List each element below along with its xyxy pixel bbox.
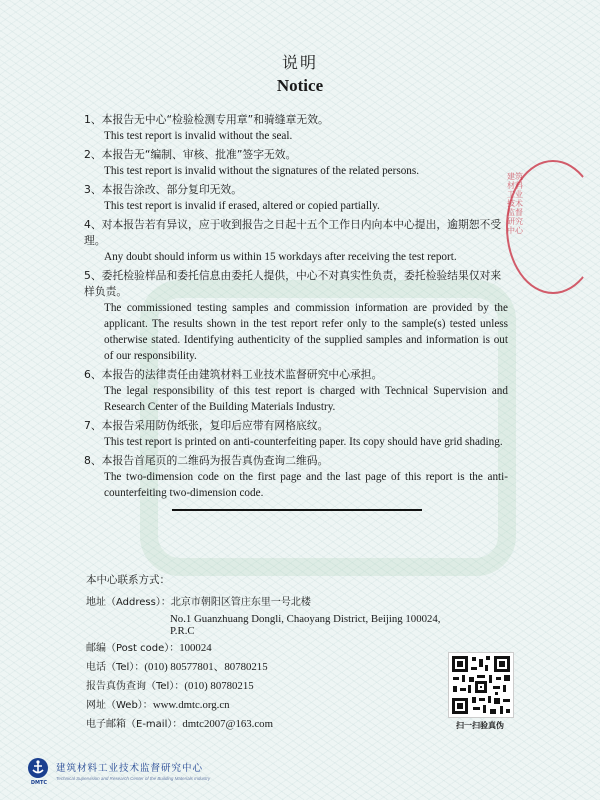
notice-item	[84, 112, 508, 144]
address-row	[86, 595, 466, 610]
email-link[interactable]: dmtc2007@163.com	[182, 718, 273, 730]
qr-code[interactable]	[448, 652, 514, 718]
notice-item-en: This test report is invalid without the signatures of the related persons.	[104, 165, 420, 177]
notice-item-cn: 3、本报告涂改、部分复印无效。	[84, 183, 243, 196]
web-row	[86, 698, 466, 713]
notice-item-cn: 8、本报告首尾页的二维码为报告真伪查询二维码。	[84, 454, 329, 467]
qr-code-icon	[449, 653, 513, 717]
email-label: 电子邮箱（E-mail）：	[86, 719, 183, 730]
footer	[28, 758, 328, 792]
title-english: Notice	[276, 76, 324, 95]
seal-text: 建筑材料工业技术监督研究中心	[507, 172, 523, 235]
web-link[interactable]: www.dmtc.org.cn	[152, 699, 230, 711]
notice-item	[84, 367, 508, 415]
notice-item	[84, 453, 508, 501]
verify-tel-row	[86, 679, 466, 694]
notice-item-cn: 1、本报告无中心“检验检测专用章”和骑缝章无效。	[84, 113, 329, 126]
notice-item	[84, 217, 508, 265]
notice-list	[84, 112, 508, 504]
notice-item-en: This test report is invalid if erased, altered or copied partially.	[104, 200, 380, 212]
notice-item-en: Any doubt should inform us within 15 workdays after receiving the test report.	[104, 251, 457, 263]
title-chinese: 说明	[281, 53, 318, 72]
address-en: No.1 Guanzhuang Dongli, Chaoyang District, Beijing 100024, P.R.C	[170, 613, 441, 637]
notice-item-cn: 5、委托检验样品和委托信息由委托人提供，中心不对真实性负责，委托检验结果仅对来样负责。	[84, 269, 502, 298]
notice-item-cn: 2、本报告无“编制、审核、批准”签字无效。	[84, 148, 297, 161]
tel-row	[86, 660, 466, 675]
notice-item-en: This test report is printed on anti-counterfeiting paper. Its copy should have grid shading.	[104, 436, 503, 448]
web-label: 网址（Web）：	[86, 700, 153, 711]
tel-value: (010) 80577801、80780215	[144, 661, 268, 673]
footer-org-cn: 建筑材料工业技术监督研究中心	[56, 763, 204, 774]
address-label: 地址（Address）：	[86, 597, 171, 608]
footer-org-en: Technical Supervision and Research Center of the Building Materials Industry	[56, 776, 211, 781]
address-cn: 北京市朝阳区管庄东里一号北楼	[170, 597, 311, 608]
notice-item-en: This test report is invalid without the seal.	[104, 130, 293, 142]
contact-section	[86, 572, 466, 736]
qr-caption: 扫一扫验真伪	[456, 721, 504, 730]
notice-item-cn: 4、对本报告若有异议，应于收到报告之日起十五个工作日内向本中心提出，逾期恕不受理。	[84, 218, 502, 247]
postcode-label: 邮编（Post code）：	[86, 643, 180, 654]
notice-item-en: The legal responsibility of this test report is charged with Technical Supervision and Research Center of the Building Materials Industry.	[104, 385, 508, 413]
tel-label: 电话（Tel）：	[86, 662, 145, 673]
notice-item	[84, 182, 508, 214]
contact-title: 本中心联系方式：	[86, 574, 170, 586]
verify-tel-value: (010) 80780215	[184, 680, 254, 692]
notice-item	[84, 147, 508, 179]
notice-item-en: The commissioned testing samples and commission information are provided by the applicant. The results shown in the test report refer only to the sample(s) tested unless otherwise stated. Identifying authenticity of the supplied samples and information is out of our responsibility.	[104, 302, 508, 362]
postcode-value: 100024	[179, 642, 212, 654]
notice-item-en: The two-dimension code on the first page and the last page of this report is the anti-counterfeiting two-dimension code.	[104, 471, 508, 499]
notice-item-cn: 7、本报告采用防伪纸张，复印后应带有网格底纹。	[84, 419, 329, 432]
notice-item-cn: 6、本报告的法律责任由建筑材料工业技术监督研究中心承担。	[84, 368, 383, 381]
email-row	[86, 717, 466, 732]
notice-item	[84, 418, 508, 450]
postcode-row	[86, 641, 466, 656]
footer-logo-text: DMTC	[30, 780, 48, 786]
dmtc-logo-icon	[28, 758, 48, 778]
divider-line	[172, 509, 422, 511]
verify-tel-label: 报告真伪查询（Tel）：	[86, 681, 185, 692]
anchor-icon	[28, 758, 48, 778]
notice-item	[84, 268, 508, 364]
